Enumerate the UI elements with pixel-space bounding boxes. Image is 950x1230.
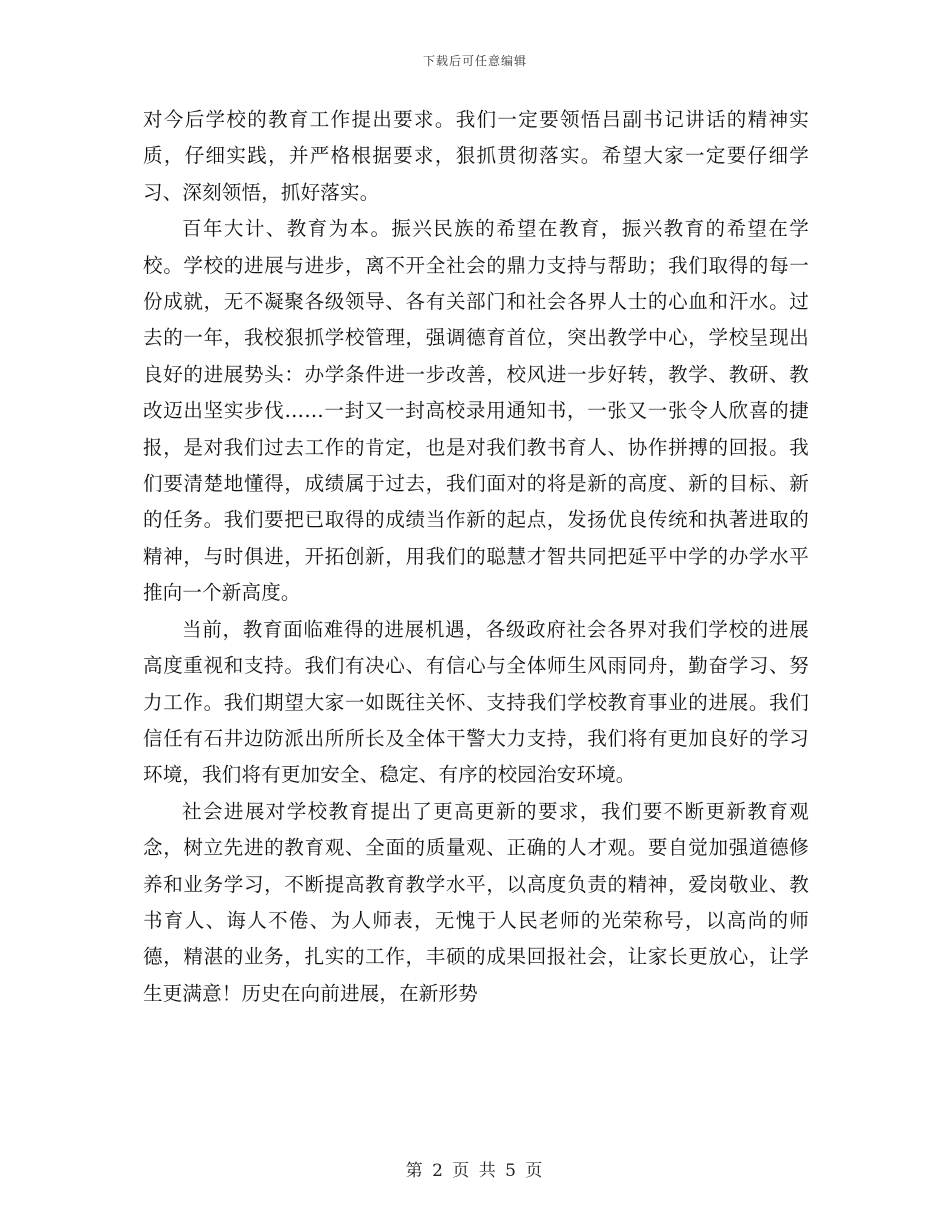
page-number-footer: 第 2 页 共 5 页 xyxy=(405,1161,545,1181)
paragraph-education-foundation: 百年大计、教育为本。振兴民族的希望在教育，振兴教育的希望在学校。学校的进展与进步，离不开全社会的鼎力支持与帮助；我们取得的每一份成就，无不凝聚各级领导、各有关部门和社会各界人士的心血和汗水。过去的一年，我校狠抓学校管理，强调德育首位，突出教学中心，学校呈现出良好的进展势头：办学条件进一步改善，校风进一步好转，教学、教研、教改迈出坚实步伐……一封又一封高校录用通知书，一张又一张令人欣喜的捷报，是对我们过去工作的肯定，也是对我们教书育人、协作拼搏的回报。我们要清楚地懂得，成绩属于过去，我们面对的将是新的高度、新的目标、新的任务。我们要把已取得的成绩当作新的起点，发扬优良传统和执著进取的精神，与时俱进，开拓创新，用我们的聪慧才智共同把延平中学的办学水平推向一个新高度。 xyxy=(143,217,809,605)
page-header: 下载后可任意编辑 xyxy=(422,54,527,68)
document-body xyxy=(143,102,809,1012)
paragraph-continuation: 对今后学校的教育工作提出要求。我们一定要领悟吕副书记讲话的精神实质，仔细实践，并严格根据要求，狠抓贯彻落实。希望大家一定要仔细学习、深刻领悟，抓好落实。 xyxy=(143,108,809,204)
paragraph-current-opportunity: 当前，教育面临难得的进展机遇，各级政府社会各界对我们学校的进展高度重视和支持。我们有决心、有信心与全体师生风雨同舟，勤奋学习、努力工作。我们期望大家一如既往关怀、支持我们学校教育事业的进展。我们信任有石井边防派出所所长及全体干警大力支持，我们将有更加良好的学习环境，我们将有更加安全、稳定、有序的校园治安环境。 xyxy=(143,617,809,787)
paragraph-social-development: 社会进展对学校教育提出了更高更新的要求，我们要不断更新教育观念，树立先进的教育观、全面的质量观、正确的人才观。要自觉加强道德修养和业务学习，不断提高教育教学水平，以高度负责的精神，爱岗敬业、教书育人、诲人不倦、为人师表，无愧于人民老师的光荣称号，以高尚的师德，精湛的业务，扎实的工作，丰硕的成果回报社会，让家长更放心，让学生更满意！历史在向前进展，在新形势 xyxy=(143,799,809,1005)
